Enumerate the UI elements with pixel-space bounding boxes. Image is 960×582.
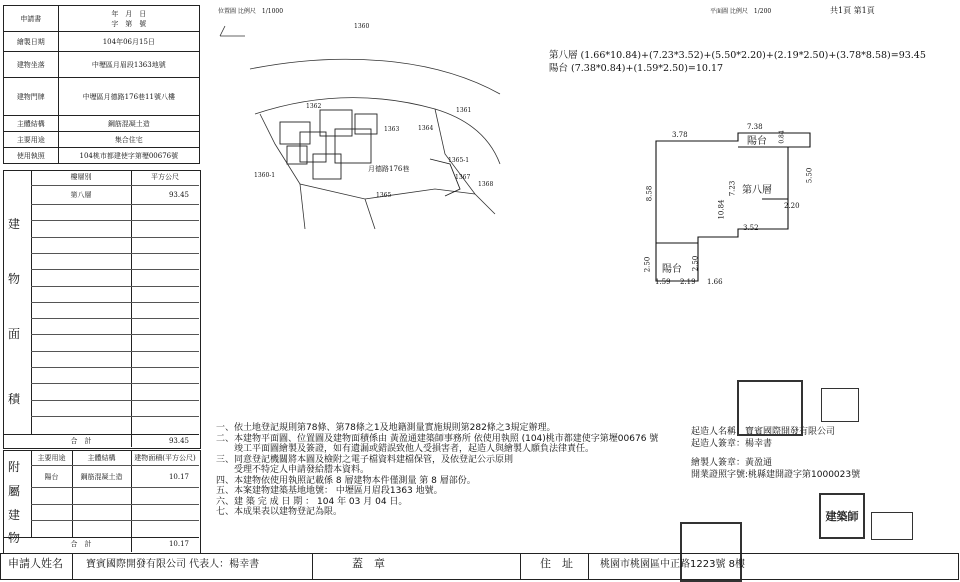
note-line: 四、本建物依使用執照記載係 8 層建物本件僅測量 第 8 層部份。 xyxy=(216,475,476,486)
parcel-label: 1368 xyxy=(478,181,494,188)
applicant-label: 申請人姓名 xyxy=(8,557,63,570)
parcel-label: 1362 xyxy=(306,103,322,110)
dim-label: 10.84 xyxy=(717,199,726,220)
dim-label: 3.78 xyxy=(672,131,688,139)
note-line: 七、本成果表以建物登記為限。 xyxy=(216,507,343,517)
annex-total-label: 合 計 xyxy=(70,540,92,548)
annex-divider xyxy=(31,450,32,537)
architect-seal: 建築師 xyxy=(819,493,865,539)
annex-vertical-3: 建 xyxy=(8,508,21,522)
footer-divider xyxy=(588,553,589,580)
row-line xyxy=(31,520,199,521)
vertical-label-1: 建 xyxy=(8,217,21,231)
dim-label: 0.84 xyxy=(778,130,786,144)
parcel-label: 1365-1 xyxy=(448,157,470,164)
location-label: 建物坐落 xyxy=(4,52,59,78)
area-section xyxy=(3,170,201,449)
location-value: 中壢區月眉段1363地號 xyxy=(58,52,199,78)
parcel-label: 1364 xyxy=(418,125,434,132)
building-footprint xyxy=(280,110,377,179)
structure-label: 主體結構 xyxy=(4,116,59,132)
permit-value: 104桃市都建使字第壢00676號 xyxy=(58,148,199,164)
row-line xyxy=(31,302,199,303)
application-number: 字 第 號 xyxy=(111,19,147,28)
note-line: 竣工平面圖繪製及簽證，如有遺漏或錯誤致他人受損害者，起造人與繪製人願負法律責任。 xyxy=(216,444,595,454)
address-value: 中壢區月德路176巷11號八樓 xyxy=(58,78,199,116)
draw-date-label: 繪製日期 xyxy=(4,32,59,52)
vertical-label-4: 積 xyxy=(8,392,21,406)
application-date: 年 月 日 xyxy=(111,9,147,18)
row-line xyxy=(31,237,199,238)
permit-label: 使用執照 xyxy=(4,148,59,164)
notes-block xyxy=(216,423,658,518)
dim-label: 7.38 xyxy=(747,123,763,131)
area-calc-balcony: 陽台 (7.38*0.84)+(1.59*2.50)=10.17 xyxy=(549,63,724,74)
annex-row-use: 陽台 xyxy=(44,473,59,481)
note-line: 受理不特定人申請發給謄本資料。 xyxy=(216,465,370,475)
address-label: 建物門牌 xyxy=(4,78,59,116)
dim-label: 2.50 xyxy=(691,255,700,272)
balcony-top-label: 陽台 xyxy=(747,136,767,147)
dim-label: 2.50 xyxy=(643,256,652,273)
parcel-label: 1360 xyxy=(354,23,370,30)
page-info: 共1頁 第1頁 xyxy=(830,6,875,15)
drafter-signature: 繪製人簽章：黃盈通 xyxy=(691,458,773,468)
architect-personal-seal xyxy=(871,512,913,540)
area-header: 平方公尺 xyxy=(151,173,179,181)
location-map xyxy=(205,14,505,230)
application-label: 申請書 xyxy=(4,6,59,32)
annex-vertical-4: 物 xyxy=(8,531,21,545)
parcel-boundary xyxy=(300,184,375,229)
footer-divider xyxy=(520,553,521,580)
note-line: 一、依土地登記規則第78條、第78條之1及地籍測量實施規則第282條之3規定辦理。 xyxy=(216,423,556,433)
note-line: 六、建 築 完 成 日 期 ： 104 年 03 月 04 日。 xyxy=(216,496,408,507)
north-arrow xyxy=(220,26,245,36)
parcel-boundary xyxy=(250,59,500,94)
row-line xyxy=(31,318,199,319)
area-divider-2 xyxy=(131,170,132,447)
road-label: 月德路176巷 xyxy=(368,165,410,173)
parcel-label: 1367 xyxy=(455,174,471,181)
parcel-label: 1363 xyxy=(384,126,400,133)
address-footer-label: 住 址 xyxy=(540,557,573,570)
footer-divider xyxy=(72,553,73,580)
row-line xyxy=(31,204,199,205)
row-line xyxy=(31,487,199,488)
row-line xyxy=(31,504,199,505)
parcel-label: 1361 xyxy=(456,107,472,114)
building-info-table xyxy=(3,5,200,164)
draw-date-value: 104年06月15日 xyxy=(58,32,199,52)
parcel-boundary xyxy=(260,114,475,199)
row-line xyxy=(31,253,199,254)
annex-use-header: 主要用途 xyxy=(37,454,66,462)
row-line xyxy=(31,367,199,368)
footer-divider xyxy=(312,553,313,580)
company-seal xyxy=(737,380,803,436)
area-total-value: 93.45 xyxy=(168,437,189,445)
dim-label: 1.59 xyxy=(655,278,671,286)
drafter-license: 開業證照字號:桃縣建開證字第1000023號 xyxy=(691,470,861,480)
dim-label: 5.50 xyxy=(805,167,814,184)
area-calc-floor: 第八層 (1.66*10.84)+(7.23*3.52)+(5.50*2.20)+(2.19*2.50)+(3.78*8.58)=93.45 xyxy=(549,50,926,61)
row-line xyxy=(31,185,199,186)
builder-signature: 起造人簽章：楊幸書 xyxy=(691,439,773,449)
row-line xyxy=(31,286,199,287)
floor-header: 樓層別 xyxy=(70,173,92,181)
annex-row-structure: 鋼筋混凝土造 xyxy=(80,473,123,481)
total-line xyxy=(3,434,199,435)
floor-room-label: 第八層 xyxy=(742,185,772,196)
annex-total-line xyxy=(3,537,199,538)
annex-area-header: 建物面積(平方公尺) xyxy=(134,454,196,462)
parcel-label: 1360-1 xyxy=(254,172,276,179)
note-line: 五、本案建物建築基地地號： 中壢區月眉段1363 地號。 xyxy=(216,486,443,496)
row-line xyxy=(31,334,199,335)
address-footer-value: 桃園市桃園區中正路1223號 8樓 xyxy=(600,559,745,570)
builder-name: 起造人名稱：寶賓國際開發有限公司 xyxy=(691,427,836,437)
area-row-floor: 第八層 xyxy=(70,191,92,199)
balcony-bottom-label: 陽台 xyxy=(662,264,682,275)
dim-label: 1.66 xyxy=(707,278,723,286)
note-line: 二、本建物平面圖、位置圖及建物面積係由 黃盈通建築師事務所 依使用執照 (104)桃市都建使字第壢00676 號 xyxy=(216,433,659,444)
row-line xyxy=(31,465,199,466)
dim-label: 8.58 xyxy=(645,185,654,202)
note-line: 三、同意登記機關將本圖及檢附之電子檔資料建檔保管，及依登記公示原則 xyxy=(216,454,514,465)
row-line xyxy=(31,269,199,270)
seal-label: 蓋 章 xyxy=(352,557,385,570)
annex-row-area: 10.17 xyxy=(168,473,189,481)
parcel-label: 1365 xyxy=(376,192,392,199)
vertical-label-2: 物 xyxy=(8,272,21,286)
annex-total-value: 10.17 xyxy=(168,540,189,548)
row-line xyxy=(31,351,199,352)
vertical-label-3: 面 xyxy=(8,327,21,341)
location-map-title: 位置圖 比例尺 1/1000 xyxy=(218,8,284,15)
annex-structure-header: 主體結構 xyxy=(87,454,116,462)
area-total-label: 合 計 xyxy=(70,437,92,445)
row-line xyxy=(31,400,199,401)
row-line xyxy=(31,416,199,417)
dim-label: 2.19 xyxy=(680,278,696,286)
representative-seal xyxy=(821,388,859,422)
row-line xyxy=(31,220,199,221)
dim-label: 3.52 xyxy=(743,224,759,232)
structure-value: 鋼筋混凝土造 xyxy=(58,116,199,132)
dim-label: 2.20 xyxy=(784,202,800,210)
annex-vertical-2: 屬 xyxy=(8,484,21,498)
usage-value: 集合住宅 xyxy=(58,132,199,148)
area-row-value: 93.45 xyxy=(168,191,189,199)
floor-plan-title: 平面圖 比例尺 1/200 xyxy=(710,8,772,15)
row-line xyxy=(31,383,199,384)
annex-vertical-1: 附 xyxy=(8,460,21,474)
applicant-value: 寶賓國際開發有限公司 代表人：楊幸書 xyxy=(86,559,260,570)
usage-label: 主要用途 xyxy=(4,132,59,148)
dim-label: 7.23 xyxy=(728,180,737,197)
annex-divider-2 xyxy=(72,450,73,537)
